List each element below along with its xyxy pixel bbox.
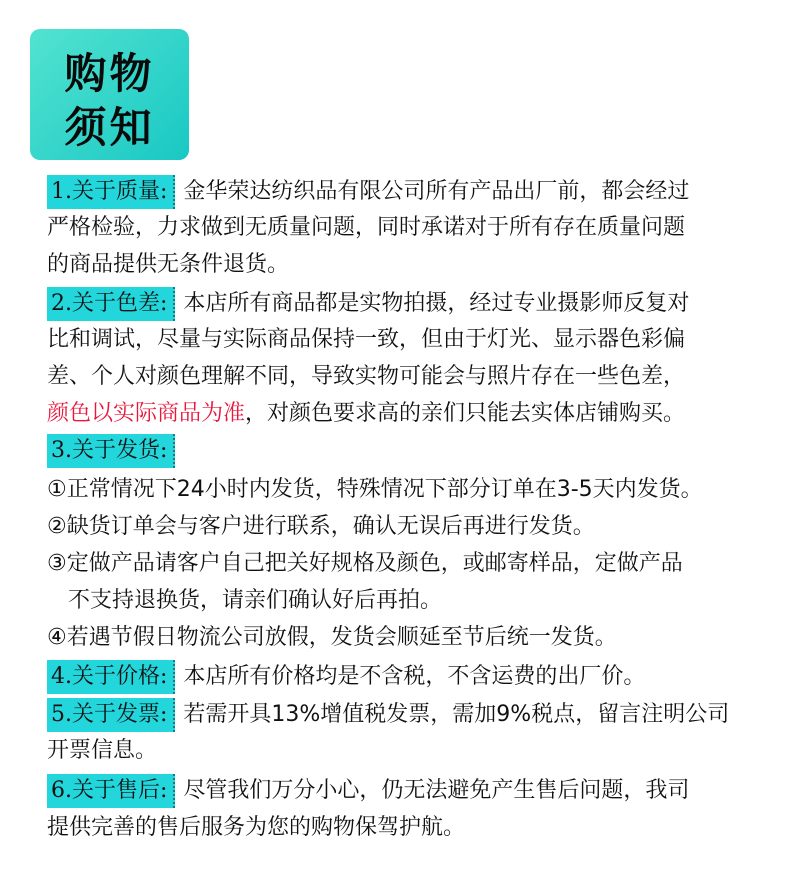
title-line-2: 须知 xyxy=(64,103,155,152)
section-text: 本店所有价格均是不含税，不含运费的出厂价。 xyxy=(183,664,646,689)
section-shipping-line-2: ②缺货订单会与客户进行联系，确认无误后再进行发货。 xyxy=(47,514,595,539)
section-aftersales-line-1 xyxy=(47,774,689,808)
section-invoice-line-1 xyxy=(47,698,729,732)
section-shipping-line-3: ③定做产品请客户自己把关好规格及颜色，或邮寄样品，定做产品 xyxy=(47,551,683,576)
section-shipping-line-0 xyxy=(47,434,183,468)
section-text: 若需开具13%增值税发票，需加9%税点，留言注明公司 xyxy=(183,702,730,727)
section-tag-price: 4.关于价格: xyxy=(47,660,175,694)
section-text: 金华荣达纺织品有限公司所有产品出厂前，都会经过 xyxy=(183,179,690,204)
section-tag-aftersales: 6.关于售后: xyxy=(47,774,175,808)
section-quality-line-2: 严格检验，力求做到无质量问题，同时承诺对于所有存在质量问题 xyxy=(47,215,686,240)
title-badge xyxy=(30,29,189,160)
color-highlight-text: 颜色以实际商品为准 xyxy=(47,401,246,426)
section-invoice-line-2: 开票信息。 xyxy=(47,738,158,763)
section-quality-line-3: 的商品提供无条件退货。 xyxy=(47,252,290,277)
section-quality-line-1 xyxy=(47,175,689,209)
section-aftersales-line-2: 提供完善的售后服务为您的购物保驾护航。 xyxy=(47,815,466,840)
section-tag-color: 2.关于色差: xyxy=(47,287,175,321)
section-text: 本店所有商品都是实物拍摄，经过专业摄影师反复对 xyxy=(183,291,690,316)
section-color-line-1 xyxy=(47,287,689,321)
section-color-line-3: 差、个人对颜色理解不同，导致实物可能会与照片存在一些色差， xyxy=(47,364,686,389)
section-shipping-line-4: 不支持退换货，请亲们确认好后再拍。 xyxy=(68,588,443,613)
section-text: ，对颜色要求高的亲们只能去实体店铺购买。 xyxy=(245,401,686,426)
section-text: 尽管我们万分小心，仍无法避免产生售后问题，我司 xyxy=(183,778,690,803)
section-tag-quality: 1.关于质量: xyxy=(47,175,175,209)
section-tag-invoice: 5.关于发票: xyxy=(47,698,175,732)
section-shipping-line-5: ④若遇节假日物流公司放假，发货会顺延至节后统一发货。 xyxy=(47,625,617,650)
title-line-1: 购物 xyxy=(64,49,155,98)
section-price-line-1 xyxy=(47,660,645,694)
section-color-line-4 xyxy=(47,397,685,431)
section-shipping-line-1: ①正常情况下24小时内发货，特殊情况下部分订单在3-5天内发货。 xyxy=(47,477,703,502)
section-tag-shipping: 3.关于发货: xyxy=(47,434,175,468)
section-color-line-2: 比和调试，尽量与实际商品保持一致，但由于灯光、显示器色彩偏 xyxy=(47,327,686,352)
